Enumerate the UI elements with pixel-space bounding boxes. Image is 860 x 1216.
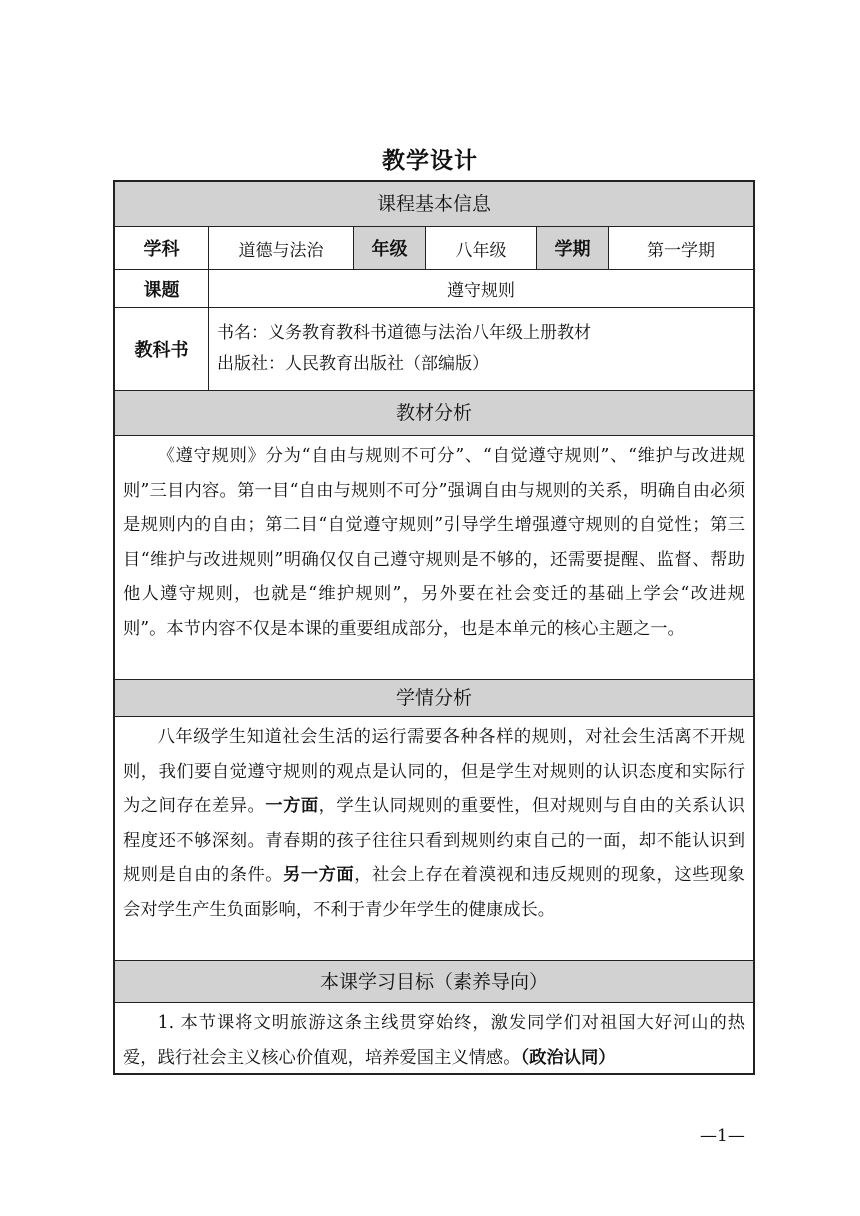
- objective-item-1-tag: （政治认同）: [520, 1047, 616, 1068]
- learner-analysis-text-c: ，社会上存在着漠视和违反规则的现象，这些现象会对学生产生负面影响，不利于青少年学生的健康成长。: [123, 865, 745, 920]
- learning-objectives-body: [115, 1003, 753, 1073]
- learner-analysis-body: [115, 717, 753, 961]
- learner-analysis-text-b: ，学生认同规则的重要性，但对规则与自由的关系认识程度还不够深刻。青春期的孩子往往只看到规则约束自己的一面，却不能认识到规则是自由的条件。: [123, 796, 745, 886]
- material-analysis-body: [115, 436, 753, 680]
- textbook-info: [209, 308, 753, 390]
- section-header-learning-objectives: 本课学习目标（素养导向）: [115, 961, 753, 1003]
- learner-analysis-paragraph: [123, 720, 745, 928]
- row-topic: [115, 270, 753, 308]
- document-title: 教学设计: [382, 148, 478, 174]
- term-value: 第一学期: [647, 240, 715, 261]
- subject-label: 学科: [115, 227, 209, 269]
- learner-analysis-emphasis-1: 一方面: [265, 796, 319, 817]
- topic-label: 课题: [115, 270, 209, 307]
- grade-label: 年级: [354, 227, 426, 269]
- grade-value: 八年级: [426, 227, 537, 269]
- topic-value: 遵守规则: [447, 281, 515, 301]
- textbook-publisher: 出版社：人民教育出版社（部编版）: [217, 354, 489, 374]
- learner-analysis-emphasis-2: 另一方面: [283, 865, 355, 886]
- objective-item-1: [123, 1006, 745, 1075]
- row-subject-grade-term: [115, 227, 753, 270]
- term-label: 学期: [537, 227, 609, 269]
- objective-item-1-text: 1. 本节课将文明旅游这条主线贯穿始终，激发同学们对祖国大好河山的热爱，践行社会主义核心价值观，培养爱国主义情感。: [123, 1013, 745, 1068]
- lesson-design-table: [113, 180, 755, 1075]
- section-header-material-analysis: 教材分析: [115, 391, 753, 436]
- material-analysis-text: 《遵守规则》分为“自由与规则不可分”、“自觉遵守规则”、“维护与改进规则”三目内容。第一目“自由与规则不可分”强调自由与规则的关系，明确自由必须是规则内的自由；第二目“自觉遵守规则”引导学生增强遵守规则的自觉性；第三目“维护与改进规则”明确仅仅自己遵守规则是不够的，还需要提醒、监督、帮助他人遵守规则，也就是“维护规则”，另外要在社会变迁的基础上学会“改进规则”。本节内容不仅是本课的重要组成部分，也是本单元的核心主题之一。: [123, 446, 745, 639]
- learner-analysis-text-a: 八年级学生知道社会生活的运行需要各种各样的规则，对社会生活离不开规则，我们要自觉遵守规则的观点是认同的，但是学生对规则的认识态度和实际行为之间存在差异。: [123, 727, 745, 817]
- subject-value: 道德与法治: [209, 227, 354, 269]
- section-header-learner-analysis: 学情分析: [115, 680, 753, 717]
- row-textbook: [115, 308, 753, 391]
- textbook-name: 书名：义务教育教科书道德与法治八年级上册教材: [217, 323, 591, 343]
- page-number: —1—: [700, 1126, 745, 1146]
- textbook-label: 教科书: [115, 308, 209, 390]
- section-header-basic-info: 课程基本信息: [115, 182, 753, 227]
